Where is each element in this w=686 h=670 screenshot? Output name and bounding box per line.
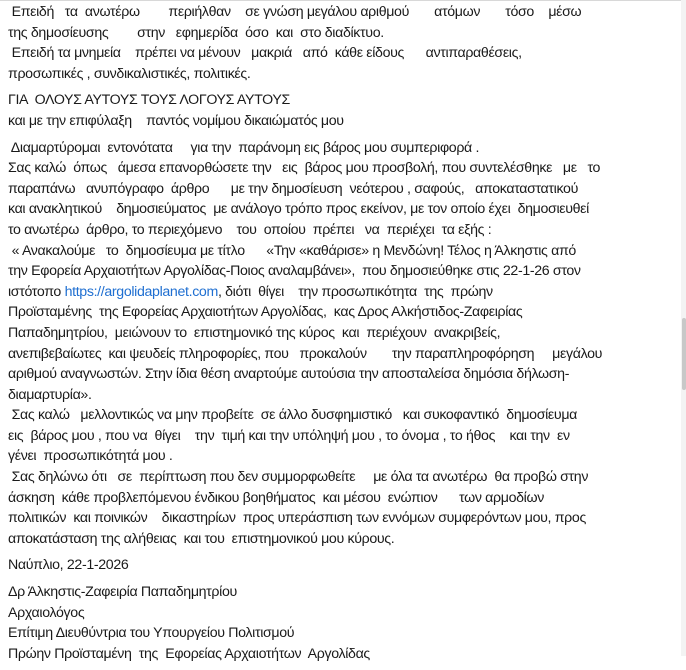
signature-title: Πρώην Προϊσταμένη της Εφορείας Αρχαιοτήτων Αργολίδας [8,645,370,662]
vertical-scrollbar[interactable] [681,0,686,656]
text-line: « Ανακαλούμε το δημοσίευμα με τίτλο «Την «καθάρισε» η Μενδώνη! Τέλος η Άλκηστις από [8,242,576,259]
paragraph-protest [8,138,678,550]
text-line: διαμαρτυρία». [8,386,92,403]
paragraph-reasons [8,90,678,131]
signature-title: Επίτιμη Διευθύντρια του Υπουργείου Πολιτισμού [8,625,295,642]
text-line: πολιτικών και ποινικών δικαστηρίων προς υπεράσπιση των εννόμων συμφερόντων μου, προς [8,510,586,527]
place-date-text: Ναύπλιο, 22-1-2026 [8,557,129,574]
text-line: άσκηση κάθε προβλεπόμενου ένδικου βοηθήματος και μέσου ενώπιον των αρμοδίων [8,489,544,506]
argolidaplanet-link[interactable]: https://argolidaplanet.com [64,283,218,300]
text-line: ανεπιβεβαίωτες και ψευδείς πληροφορίες, που προκαλούν την παραπληροφόρηση μεγάλου [8,345,603,362]
text-line: την Εφορεία Αρχαιοτήτων Αργολίδας-Ποιος αναλαμβάνει», που δημοσιεύθηκε στις 22-1-26 στον [8,263,581,280]
place-date [8,555,678,576]
signature-block [8,582,678,664]
text-line: το ανωτέρω άρθρο, το περιεχόμενο του οποίου πρέπει να περιέχει τα εξής : [8,221,492,238]
signature-name: Δρ Άλκηστις-Ζαφειρία Παπαδημητρίου [8,584,237,601]
link-suffix: , διότι θίγει την προσωπικότητα της πρώην [217,283,493,300]
document-body [8,2,678,670]
text-line: παραπάνω ανυπόγραφο άρθρο με την δημοσίευση νεότερου , σαφούς, αποκαταστατικού [8,180,578,197]
text-line: προσωπικές , συνδικαλιστικές, πολιτικές. [8,65,251,82]
text-line: Διαμαρτύρομαι εντονότατα για την παράνομη εις βάρος μου συμπεριφορά . [8,139,480,156]
text-line-with-link [8,282,678,303]
text-line: Προϊσταμένης της Εφορείας Αρχαιοτήτων Αργολίδας, κας Δρος Αλκήστιδος-Ζαφειρίας [8,304,523,321]
text-line: Σας καλώ όπως άμεσα επανορθώσετε την εις βάρος μου προσβολή, που συντελέσθηκε με το [8,160,601,177]
signature-title: Αρχαιολόγος [8,604,85,621]
text-line: αριθμού αναγνωστών. Στην ίδια θέση αναρτούμε αυτούσια την αποσταλείσα δημόσια δήλωση- [8,366,570,383]
link-prefix: ιστότοπο [8,283,65,300]
text-line: εις βάρος μου , που να θίγει την τιμή και την υπόληψή μου , το όνομα , το ήθος και την εν [8,427,570,444]
scrollbar-thumb[interactable] [682,318,686,390]
text-line: Σας δηλώνω ότι σε περίπτωση που δεν συμμορφωθείτε με όλα τα ανωτέρω θα προβώ στην [8,469,589,486]
text-line: ΓΙΑ ΟΛΟΥΣ ΑΥΤΟΥΣ ΤΟΥΣ ΛΟΓΟΥΣ ΑΥΤΟΥΣ [8,92,290,109]
text-line: και ανακλητικού δημοσιεύματος με ανάλογο τρόπο προς εκείνον, με τον οποίο έχει δημοσιευθεί [8,201,589,218]
text-line: Επειδή τα μνημεία πρέπει να μένουν μακριά από κάθε είδους αντιπαραθέσεις, [8,45,522,62]
text-line: της δημοσίευσης στην εφημερίδα όσο και στο διαδίκτυο. [8,24,384,41]
text-line: Επειδή τα ανωτέρω περιήλθαν σε γνώση μεγάλου αριθμού ατόμων τόσο μέσω [8,4,582,20]
text-line: γένει προσωπικότητά μου . [8,448,173,465]
text-line: και με την επιφύλαξη παντός νομίμου δικαιώματός μου [8,112,344,129]
text-line: Παπαδημητρίου, μειώνουν το επιστημονικό της κύρος και περιέχουν ανακριβείς, [8,324,501,341]
text-line: Σας καλώ μελλοντικώς να μην προβείτε σε άλλο δυσφημιστικό και συκοφαντικό δημοσίευμα [8,407,577,424]
paragraph-preamble [8,2,678,84]
top-border [0,0,686,1]
text-line: αποκατάσταση της αλήθειας και του επιστημονικού μου κύρους. [8,530,395,547]
